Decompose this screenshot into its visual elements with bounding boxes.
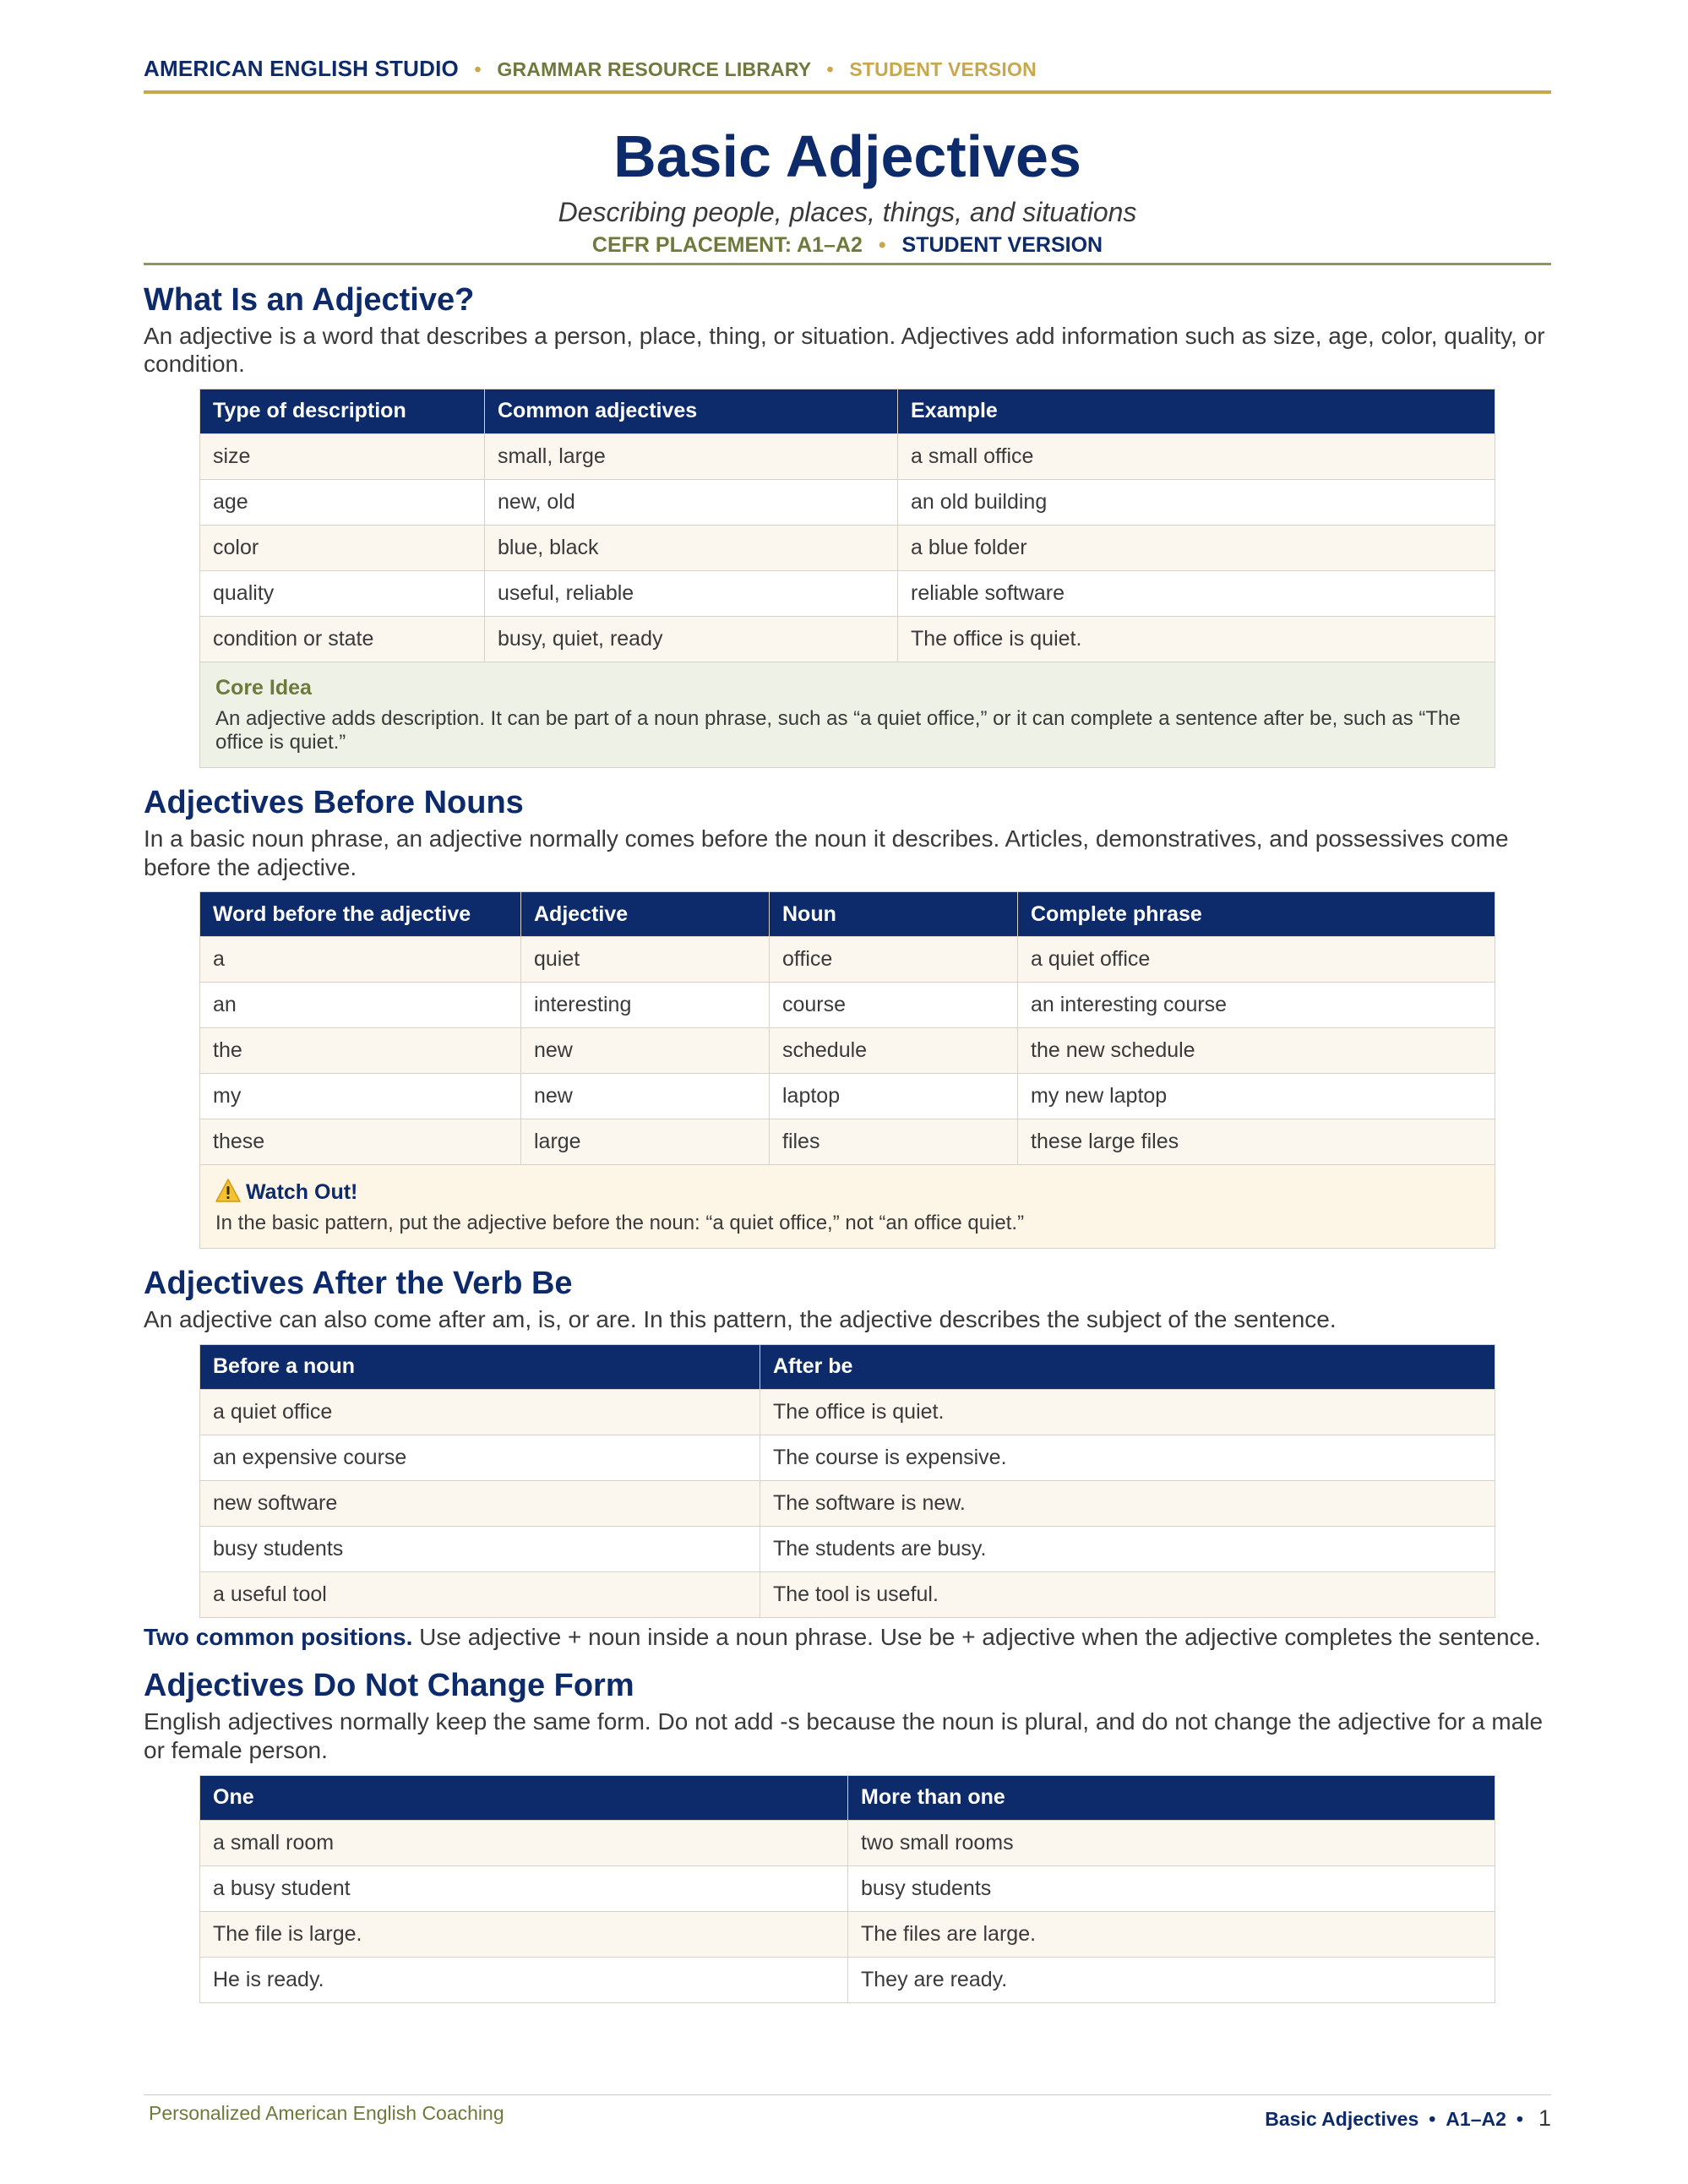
table-row	[200, 570, 1495, 616]
column-header: After be	[760, 1344, 1495, 1389]
section-heading-after-be: Adjectives After the Verb Be	[144, 1266, 573, 1302]
table-cell: useful, reliable	[485, 570, 898, 616]
table-row	[200, 1957, 1495, 2002]
table-row	[200, 616, 1495, 662]
table-cell: The tool is useful.	[760, 1571, 1495, 1617]
page-title: Basic Adjectives	[613, 123, 1081, 189]
column-header: Adjective	[521, 892, 770, 937]
separator-dot: •	[826, 58, 834, 80]
callout-body: An adjective adds description. It can be part of a noun phrase, such as “a quiet office,” or it can complete a sentence after be, such as “The office is quiet.”	[215, 706, 1461, 754]
table-cell: They are ready.	[848, 1957, 1495, 2002]
description-types-table	[199, 389, 1495, 662]
section-heading-no-change: Adjectives Do Not Change Form	[144, 1668, 634, 1704]
table-cell: The office is quiet.	[898, 616, 1495, 662]
table-row	[200, 525, 1495, 570]
section-heading-what-is: What Is an Adjective?	[144, 281, 475, 318]
table-cell: a quiet office	[1018, 937, 1495, 983]
column-header: Before a noun	[200, 1344, 760, 1389]
watch-out-callout	[199, 1165, 1495, 1249]
table-cell: small, large	[485, 433, 898, 479]
section-intro: An adjective is a word that describes a person, place, thing, or situation. Adjectives add information such as size, age, color, quality, or condition.	[144, 322, 1545, 378]
separator-dot: •	[878, 232, 886, 257]
page	[144, 0, 1551, 2003]
column-header: Noun	[770, 892, 1018, 937]
table-cell: new	[521, 1074, 770, 1119]
table-cell: The students are busy.	[760, 1526, 1495, 1571]
table-cell: busy students	[848, 1865, 1495, 1911]
noun-phrase-table	[199, 891, 1495, 1165]
cefr-placement: CEFR PLACEMENT: A1–A2	[591, 232, 863, 257]
callout-body: In the basic pattern, put the adjective before the noun: “a quiet office,” not “an office quiet.”	[215, 1212, 1025, 1235]
table-row	[200, 1074, 1495, 1119]
note-lead: Two common positions.	[144, 1623, 413, 1650]
table-cell: new software	[200, 1480, 760, 1526]
placement-line	[144, 233, 1551, 258]
table-cell: reliable software	[898, 570, 1495, 616]
table-cell: the	[200, 1028, 521, 1074]
table-row	[200, 479, 1495, 525]
table-cell: a small office	[898, 433, 1495, 479]
table-row	[200, 1865, 1495, 1911]
table-cell: new, old	[485, 479, 898, 525]
table-row	[200, 1389, 1495, 1435]
column-header: Common adjectives	[485, 389, 898, 433]
table-row	[200, 1028, 1495, 1074]
table-cell: The file is large.	[200, 1911, 848, 1957]
brand-name: AMERICAN ENGLISH STUDIO	[144, 56, 459, 81]
table-cell: an old building	[898, 479, 1495, 525]
table-cell: a quiet office	[200, 1389, 760, 1435]
table-cell: color	[200, 525, 485, 570]
note-body: Use adjective + noun inside a noun phrase. Use be + adjective when the adjective completes the sentence.	[412, 1623, 1541, 1650]
table-cell: these large files	[1018, 1119, 1495, 1165]
library-name: GRAMMAR RESOURCE LIBRARY	[497, 58, 811, 80]
table-cell: a	[200, 937, 521, 983]
table-cell: quiet	[521, 937, 770, 983]
table-cell: quality	[200, 570, 485, 616]
table-cell: two small rooms	[848, 1820, 1495, 1865]
column-header: Word before the adjective	[200, 892, 521, 937]
table-cell: files	[770, 1119, 1018, 1165]
table-row	[200, 1480, 1495, 1526]
table-row	[200, 1119, 1495, 1165]
table-cell: an	[200, 983, 521, 1028]
after-be-table	[199, 1344, 1495, 1618]
table-cell: office	[770, 937, 1018, 983]
table-cell: The course is expensive.	[760, 1435, 1495, 1480]
page-footer	[144, 2094, 1551, 2131]
table-row	[200, 983, 1495, 1028]
section-intro: In a basic noun phrase, an adjective normally comes before the noun it describes. Articles, demonstratives, and possessives come before the adjective.	[144, 825, 1509, 880]
table-header-row	[200, 1775, 1495, 1820]
table-cell: age	[200, 479, 485, 525]
table-cell: busy students	[200, 1526, 760, 1571]
table-cell: an interesting course	[1018, 983, 1495, 1028]
separator-dot: •	[1429, 2108, 1436, 2130]
footer-title: Basic Adjectives	[1265, 2108, 1419, 2130]
column-header: More than one	[848, 1775, 1495, 1820]
table-cell: these	[200, 1119, 521, 1165]
table-header-row	[200, 892, 1495, 937]
table-cell: a useful tool	[200, 1571, 760, 1617]
table-row	[200, 1820, 1495, 1865]
separator-dot: •	[474, 58, 482, 80]
table-row	[200, 1571, 1495, 1617]
table-cell: my	[200, 1074, 521, 1119]
table-header-row	[200, 1344, 1495, 1389]
table-row	[200, 937, 1495, 983]
table-row	[200, 1526, 1495, 1571]
table-cell: course	[770, 983, 1018, 1028]
table-cell: large	[521, 1119, 770, 1165]
singular-plural-table	[199, 1775, 1495, 2003]
table-row	[200, 1911, 1495, 1957]
table-cell: a blue folder	[898, 525, 1495, 570]
column-header: Example	[898, 389, 1495, 433]
table-cell: a busy student	[200, 1865, 848, 1911]
table-cell: He is ready.	[200, 1957, 848, 2002]
title-block	[144, 94, 1551, 265]
table-cell: my new laptop	[1018, 1074, 1495, 1119]
footer-tagline: Personalized American English Coaching	[149, 2102, 504, 2124]
table-cell: condition or state	[200, 616, 485, 662]
footer-meta	[1265, 2105, 1551, 2132]
table-cell: a small room	[200, 1820, 848, 1865]
callout-title-row	[215, 1179, 1479, 1205]
section-intro: An adjective can also come after am, is, or are. In this pattern, the adjective describes the subject of the sentence.	[144, 1306, 1337, 1333]
column-header: One	[200, 1775, 848, 1820]
page-number: 1	[1538, 2105, 1551, 2131]
table-header-row	[200, 389, 1495, 433]
section-heading-before-nouns: Adjectives Before Nouns	[144, 785, 524, 821]
table-cell: The office is quiet.	[760, 1389, 1495, 1435]
table-cell: blue, black	[485, 525, 898, 570]
table-cell: The files are large.	[848, 1911, 1495, 1957]
table-row	[200, 433, 1495, 479]
table-row	[200, 1435, 1495, 1480]
table-cell: busy, quiet, ready	[485, 616, 898, 662]
section-intro: English adjectives normally keep the same form. Do not add -s because the noun is plural, and do not change the adjective for a male or female person.	[144, 1708, 1544, 1764]
table-cell: the new schedule	[1018, 1028, 1495, 1074]
column-header: Type of description	[200, 389, 485, 433]
table-cell: laptop	[770, 1074, 1018, 1119]
table-cell: The software is new.	[760, 1480, 1495, 1526]
version-label: STUDENT VERSION	[901, 232, 1103, 257]
page-subtitle: Describing people, places, things, and situations	[558, 196, 1137, 227]
core-idea-callout	[199, 662, 1495, 769]
header-bar	[144, 56, 1551, 94]
callout-title: Core Idea	[215, 675, 312, 700]
table-cell: schedule	[770, 1028, 1018, 1074]
callout-title: Watch Out!	[246, 1180, 358, 1205]
version-label: STUDENT VERSION	[849, 58, 1037, 80]
column-header: Complete phrase	[1018, 892, 1495, 937]
table-cell: new	[521, 1028, 770, 1074]
footer-level: A1–A2	[1446, 2108, 1506, 2130]
separator-dot: •	[1516, 2108, 1523, 2130]
table-cell: an expensive course	[200, 1435, 760, 1480]
table-cell: interesting	[521, 983, 770, 1028]
table-cell: size	[200, 433, 485, 479]
warning-icon	[215, 1179, 241, 1202]
positions-note	[144, 1623, 1551, 1652]
